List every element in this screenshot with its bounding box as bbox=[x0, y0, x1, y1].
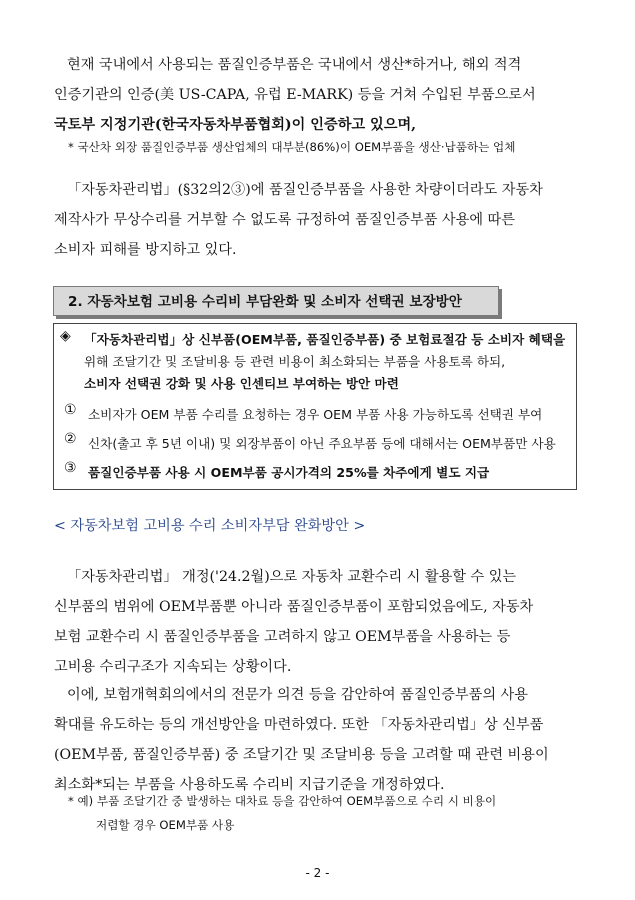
section-title: 2. 자동차보험 고비용 수리비 부담완화 및 소비자 선택권 보장방안 bbox=[53, 286, 499, 316]
summary-item-2: 신차(출고 후 5년 이내) 및 외장부품이 아닌 주요부품 등에 대해서는 OEM부품만 사용 bbox=[88, 436, 556, 451]
improvement-paragraph bbox=[54, 680, 578, 800]
intro-line-2: 인증기관의 인증(美 US-CAPA, 유럽 E-MARK) 등을 거쳐 수입된 부품으로서 bbox=[54, 87, 536, 103]
intro-paragraph bbox=[54, 50, 578, 140]
item-number-2: ② bbox=[64, 431, 77, 447]
improvement-line-4: 최소화*되는 부품을 사용하도록 수리비 지급기준을 개정하였다. bbox=[54, 777, 445, 793]
page-number: - 2 - bbox=[305, 866, 330, 880]
summary-line-1: 「자동차관리법」상 신부품(OEM부품, 품질인증부품) 중 보험료절감 등 소비자 혜택을 bbox=[84, 332, 566, 347]
summary-line-2: 위해 조달기간 및 조달비용 등 관련 비용이 최소화되는 부품을 사용토록 하되, bbox=[84, 354, 506, 369]
reform-line-3: 보험 교환수리 시 품질인증부품을 고려하지 않고 OEM부품을 사용하는 등 bbox=[54, 629, 511, 645]
improvement-line-2: 확대를 유도하는 등의 개선방안을 마련하였다. 또한 「자동차관리법」상 신부품 bbox=[54, 717, 544, 733]
reform-line-1: 「자동차관리법」 개정('24.2월)으로 자동차 교환수리 시 활용할 수 있는 bbox=[67, 569, 517, 585]
intro-line-3: 국토부 지정기관(한국자동차부품협회)이 인증하고 있으며, bbox=[54, 117, 417, 133]
reform-paragraph bbox=[54, 562, 578, 682]
law-line-3: 소비자 피해를 방지하고 있다. bbox=[54, 242, 237, 258]
reform-line-4: 고비용 수리구조가 지속되는 상황이다. bbox=[54, 659, 292, 675]
footnote-example-line-1: * 예) 부품 조달기간 중 발생하는 대차료 등을 감안하여 OEM부품으로 수리 시 비용이 bbox=[68, 794, 497, 808]
law-line-1: 「자동차관리법」(§32의2③)에 품질인증부품을 사용한 차량이더라도 자동차 bbox=[67, 182, 543, 198]
footnote-domestic-parts: * 국산차 외장 품질인증부품 생산업체의 대부분(86%)이 OEM부품을 생산·납품하는 업체 bbox=[68, 140, 516, 154]
intro-line-1: 현재 국내에서 사용되는 품질인증부품은 국내에서 생산*하거나, 해외 적격 bbox=[67, 57, 522, 73]
item-number-3: ③ bbox=[64, 460, 77, 476]
summary-line-3: 소비자 선택권 강화 및 사용 인센티브 부여하는 방안 마련 bbox=[84, 376, 399, 391]
law-line-2: 제작사가 무상수리를 거부할 수 없도록 규정하여 품질인증부품 사용에 따른 bbox=[54, 212, 515, 228]
summary-item-1: 소비자가 OEM 부품 수리를 요청하는 경우 OEM 부품 사용 가능하도록 선택권 부여 bbox=[88, 407, 543, 422]
reform-line-2: 신부품의 범위에 OEM부품뿐 아니라 품질인증부품이 포함되었음에도, 자동차 bbox=[54, 599, 534, 615]
subheading: < 자동차보험 고비용 수리 소비자부담 완화방안 > bbox=[54, 518, 366, 534]
improvement-line-3: (OEM부품, 품질인증부품) 중 조달기간 및 조달비용 등을 고려할 때 관련 비용이 bbox=[54, 747, 549, 763]
footnote-example-line-2: 저렴할 경우 OEM부품 사용 bbox=[96, 818, 235, 832]
law-paragraph bbox=[54, 175, 578, 265]
summary-box bbox=[53, 323, 577, 490]
diamond-bullet-icon: ◈ bbox=[60, 328, 71, 344]
summary-item-3: 품질인증부품 사용 시 OEM부품 공시가격의 25%를 차주에게 별도 지급 bbox=[88, 465, 490, 480]
improvement-line-1: 이에, 보험개혁회의에서의 전문가 의견 등을 감안하여 품질인증부품의 사용 bbox=[67, 687, 528, 703]
item-number-1: ① bbox=[64, 402, 77, 418]
